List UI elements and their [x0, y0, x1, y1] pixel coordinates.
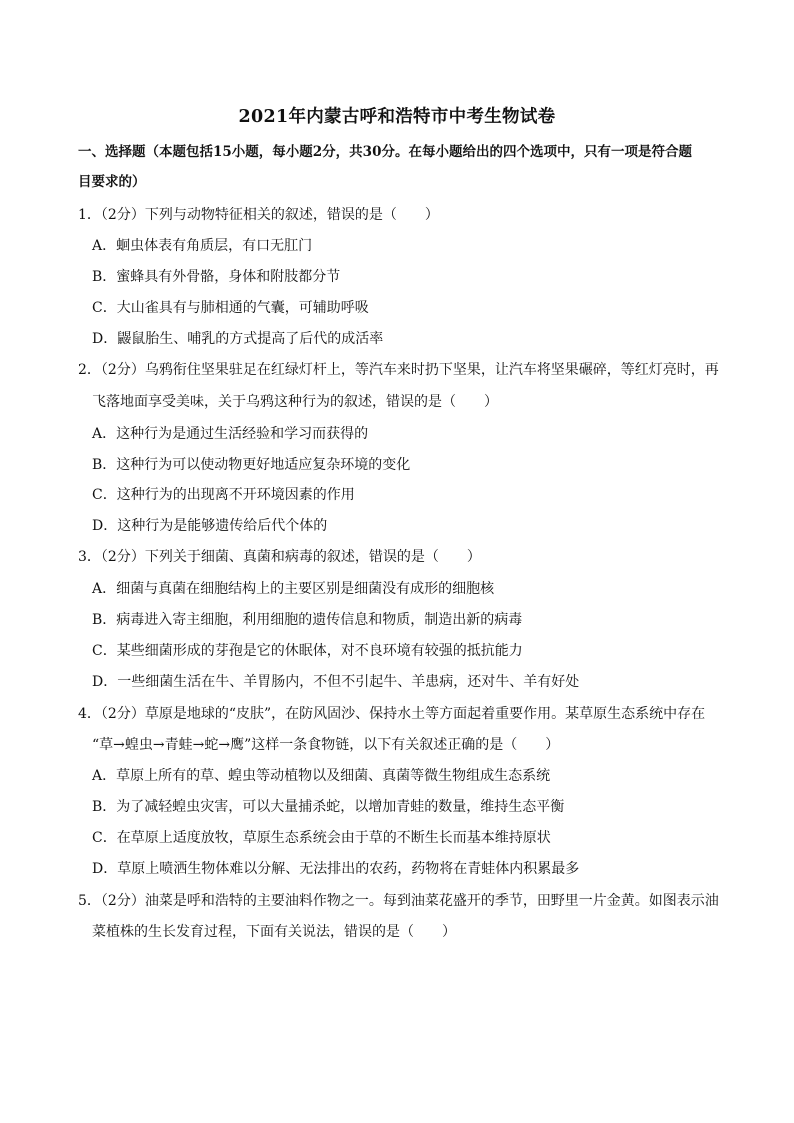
question-1-stem: 1．（2分）下列与动物特征相关的叙述，错误的是（ ）	[78, 207, 439, 223]
section-heading-line-2: 目要求的）	[78, 174, 146, 190]
question-2-stem-line-1: 2．（2分）乌鸦衔住坚果驻足在红绿灯杆上，等汽车来时扔下坚果，让汽车将坚果碾碎，等红灯亮时，再	[78, 362, 719, 378]
question-4-option-b: B．为了减轻蝗虫灾害，可以大量捕杀蛇，以增加青蛙的数量，维持生态平衡	[92, 799, 565, 815]
question-4-option-a: A．草原上所有的草、蝗虫等动植物以及细菌、真菌等微生物组成生态系统	[92, 768, 551, 784]
question-3-option-c: C．某些细菌形成的芽孢是它的休眠体，对不良环境有较强的抵抗能力	[92, 643, 523, 659]
question-5-stem-line-2: 菜植株的生长发育过程，下面有关说法，错误的是（ ）	[92, 924, 456, 940]
section-heading-line-1: 一、选择题（本题包括15小题，每小题2分，共30分。在每小题给出的四个选项中，只有一项是符合题	[78, 144, 692, 160]
question-2-option-d: D．这种行为是能够遗传给后代个体的	[92, 518, 328, 534]
question-1-option-c: C．大山雀具有与肺相通的气囊，可辅助呼吸	[92, 300, 369, 316]
question-3-option-a: A．细菌与真菌在细胞结构上的主要区别是细菌没有成形的细胞核	[92, 581, 495, 597]
question-2-option-a: A．这种行为是通过生活经验和学习而获得的	[92, 426, 369, 442]
exam-title: 2021年内蒙古呼和浩特市中考生物试卷	[238, 107, 556, 127]
question-5-stem-line-1: 5．（2分）油菜是呼和浩特的主要油料作物之一。每到油菜花盛开的季节，田野里一片金黄。如图表示油	[78, 893, 719, 909]
section-heading	[78, 137, 728, 197]
question-3-option-b: B．病毒进入寄主细胞，利用细胞的遗传信息和物质，制造出新的病毒	[92, 612, 523, 628]
question-3-stem: 3．（2分）下列关于细菌、真菌和病毒的叙述，错误的是（ ）	[78, 549, 481, 565]
question-2-option-b: B．这种行为可以使动物更好地适应复杂环境的变化	[92, 457, 411, 473]
question-4-option-c: C．在草原上适度放牧，草原生态系统会由于草的不断生长而基本维持原状	[92, 830, 551, 846]
question-3-option-d: D．一些细菌生活在牛、羊胃肠内，不但不引起牛、羊患病，还对牛、羊有好处	[92, 674, 580, 690]
question-1-option-a: A．蛔虫体表有角质层，有口无肛门	[92, 238, 313, 254]
question-2-stem-line-2: 飞落地面享受美味，关于乌鸦这种行为的叙述，错误的是（ ）	[92, 394, 498, 410]
question-1-option-d: D．鼹鼠胎生、哺乳的方式提高了后代的成活率	[92, 331, 384, 347]
question-4-option-d: D．草原上喷洒生物体难以分解、无法排出的农药，药物将在青蛙体内积累最多	[92, 861, 580, 877]
question-2-option-c: C．这种行为的出现离不开环境因素的作用	[92, 487, 355, 503]
question-4-stem-line-1: 4．（2分）草原是地球的“皮肤”，在防风固沙、保持水土等方面起着重要作用。某草原生态系统中存在	[78, 706, 706, 722]
question-4-stem-line-2: “草→蝗虫→青蛙→蛇→鹰”这样一条食物链，以下有关叙述正确的是（ ）	[92, 737, 560, 753]
question-1-option-b: B．蜜蜂具有外骨骼，身体和附肢都分节	[92, 269, 341, 285]
